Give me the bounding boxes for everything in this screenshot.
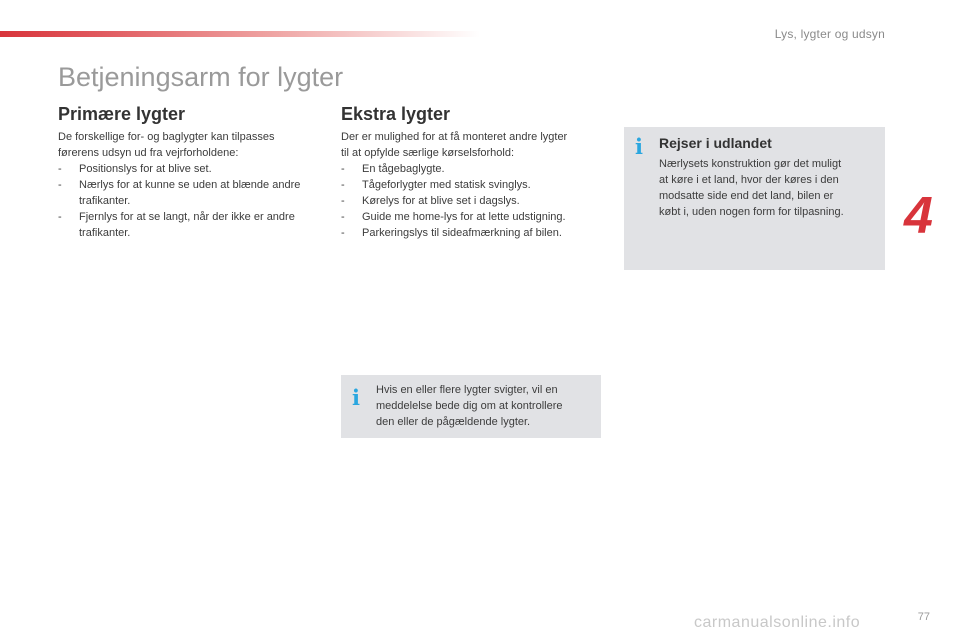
page-number: 77 [917, 611, 930, 623]
section-header: Lys, lygter og udsyn [774, 27, 885, 41]
list-dash: - [58, 211, 62, 223]
list-item [58, 161, 308, 177]
page-title: Betjeningsarm for lygter [58, 62, 344, 92]
list-dash: - [341, 163, 345, 175]
failure-text-line: meddelelse bede dig om at kontrollere [376, 400, 563, 412]
abroad-text [659, 156, 881, 220]
abroad-text-line: Nærlysets konstruktion gør det muligt [659, 158, 842, 170]
list-item-text: Guide me home-lys for at lette udstigning. [362, 211, 566, 223]
extra-lights-heading: Ekstra lygter [341, 104, 451, 124]
list-dash: - [341, 211, 345, 223]
list-item [58, 209, 308, 241]
abroad-text-line: købt i, uden nogen form for tilpasning. [659, 206, 844, 218]
list-dash: - [58, 163, 62, 175]
extra-lights-list [341, 161, 603, 241]
info-icon: i [352, 385, 360, 410]
list-item-text: En tågebaglygte. [362, 163, 445, 175]
extra-intro-line: til at opfylde særlige kørselsforhold: [341, 147, 515, 159]
failure-text-line: Hvis en eller flere lygter svigter, vil en [376, 384, 558, 396]
primary-intro-line: De forskellige for- og baglygter kan tilpasses [58, 131, 275, 143]
list-item [58, 177, 308, 209]
top-accent-bar [0, 31, 480, 37]
abroad-heading: Rejser i udlandet [659, 135, 772, 151]
list-item [341, 193, 603, 209]
list-item [341, 161, 603, 177]
abroad-info-box [624, 127, 885, 270]
primary-intro-line: førerens udsyn ud fra vejrforholdene: [58, 147, 239, 159]
list-item [341, 177, 603, 193]
list-item-text: Kørelys for at blive set i dagslys. [362, 195, 520, 207]
list-item-text: Nærlys for at kunne se uden at blænde andre trafikanter. [79, 179, 301, 207]
failure-info-box [341, 375, 601, 438]
info-icon: i [635, 134, 643, 159]
list-item-text: Parkeringslys til sideafmærkning af bilen. [362, 227, 562, 239]
primary-lights-list [58, 161, 308, 241]
list-dash: - [341, 195, 345, 207]
list-item-text: Fjernlys for at se langt, når der ikke er andre trafikanter. [79, 211, 295, 239]
list-item [341, 209, 603, 225]
primary-lights-text [58, 129, 308, 241]
list-dash: - [341, 227, 345, 239]
chapter-number: 4 [904, 187, 933, 245]
abroad-text-line: modsatte side end det land, bilen er [659, 190, 834, 202]
failure-text-line: den eller de pågældende lygter. [376, 416, 531, 428]
list-item [341, 225, 603, 241]
list-item-text: Tågeforlygter med statisk svinglys. [362, 179, 531, 191]
abroad-text-line: at køre i et land, hvor der køres i den [659, 174, 839, 186]
list-item-text: Positionslys for at blive set. [79, 163, 212, 175]
extra-lights-text [341, 129, 603, 241]
extra-intro-line: Der er mulighed for at få monteret andre lygter [341, 131, 568, 143]
watermark: carmanualsonline.info [694, 614, 861, 631]
list-dash: - [58, 179, 62, 191]
list-dash: - [341, 179, 345, 191]
failure-text [376, 382, 598, 430]
primary-lights-heading: Primære lygter [58, 104, 186, 124]
